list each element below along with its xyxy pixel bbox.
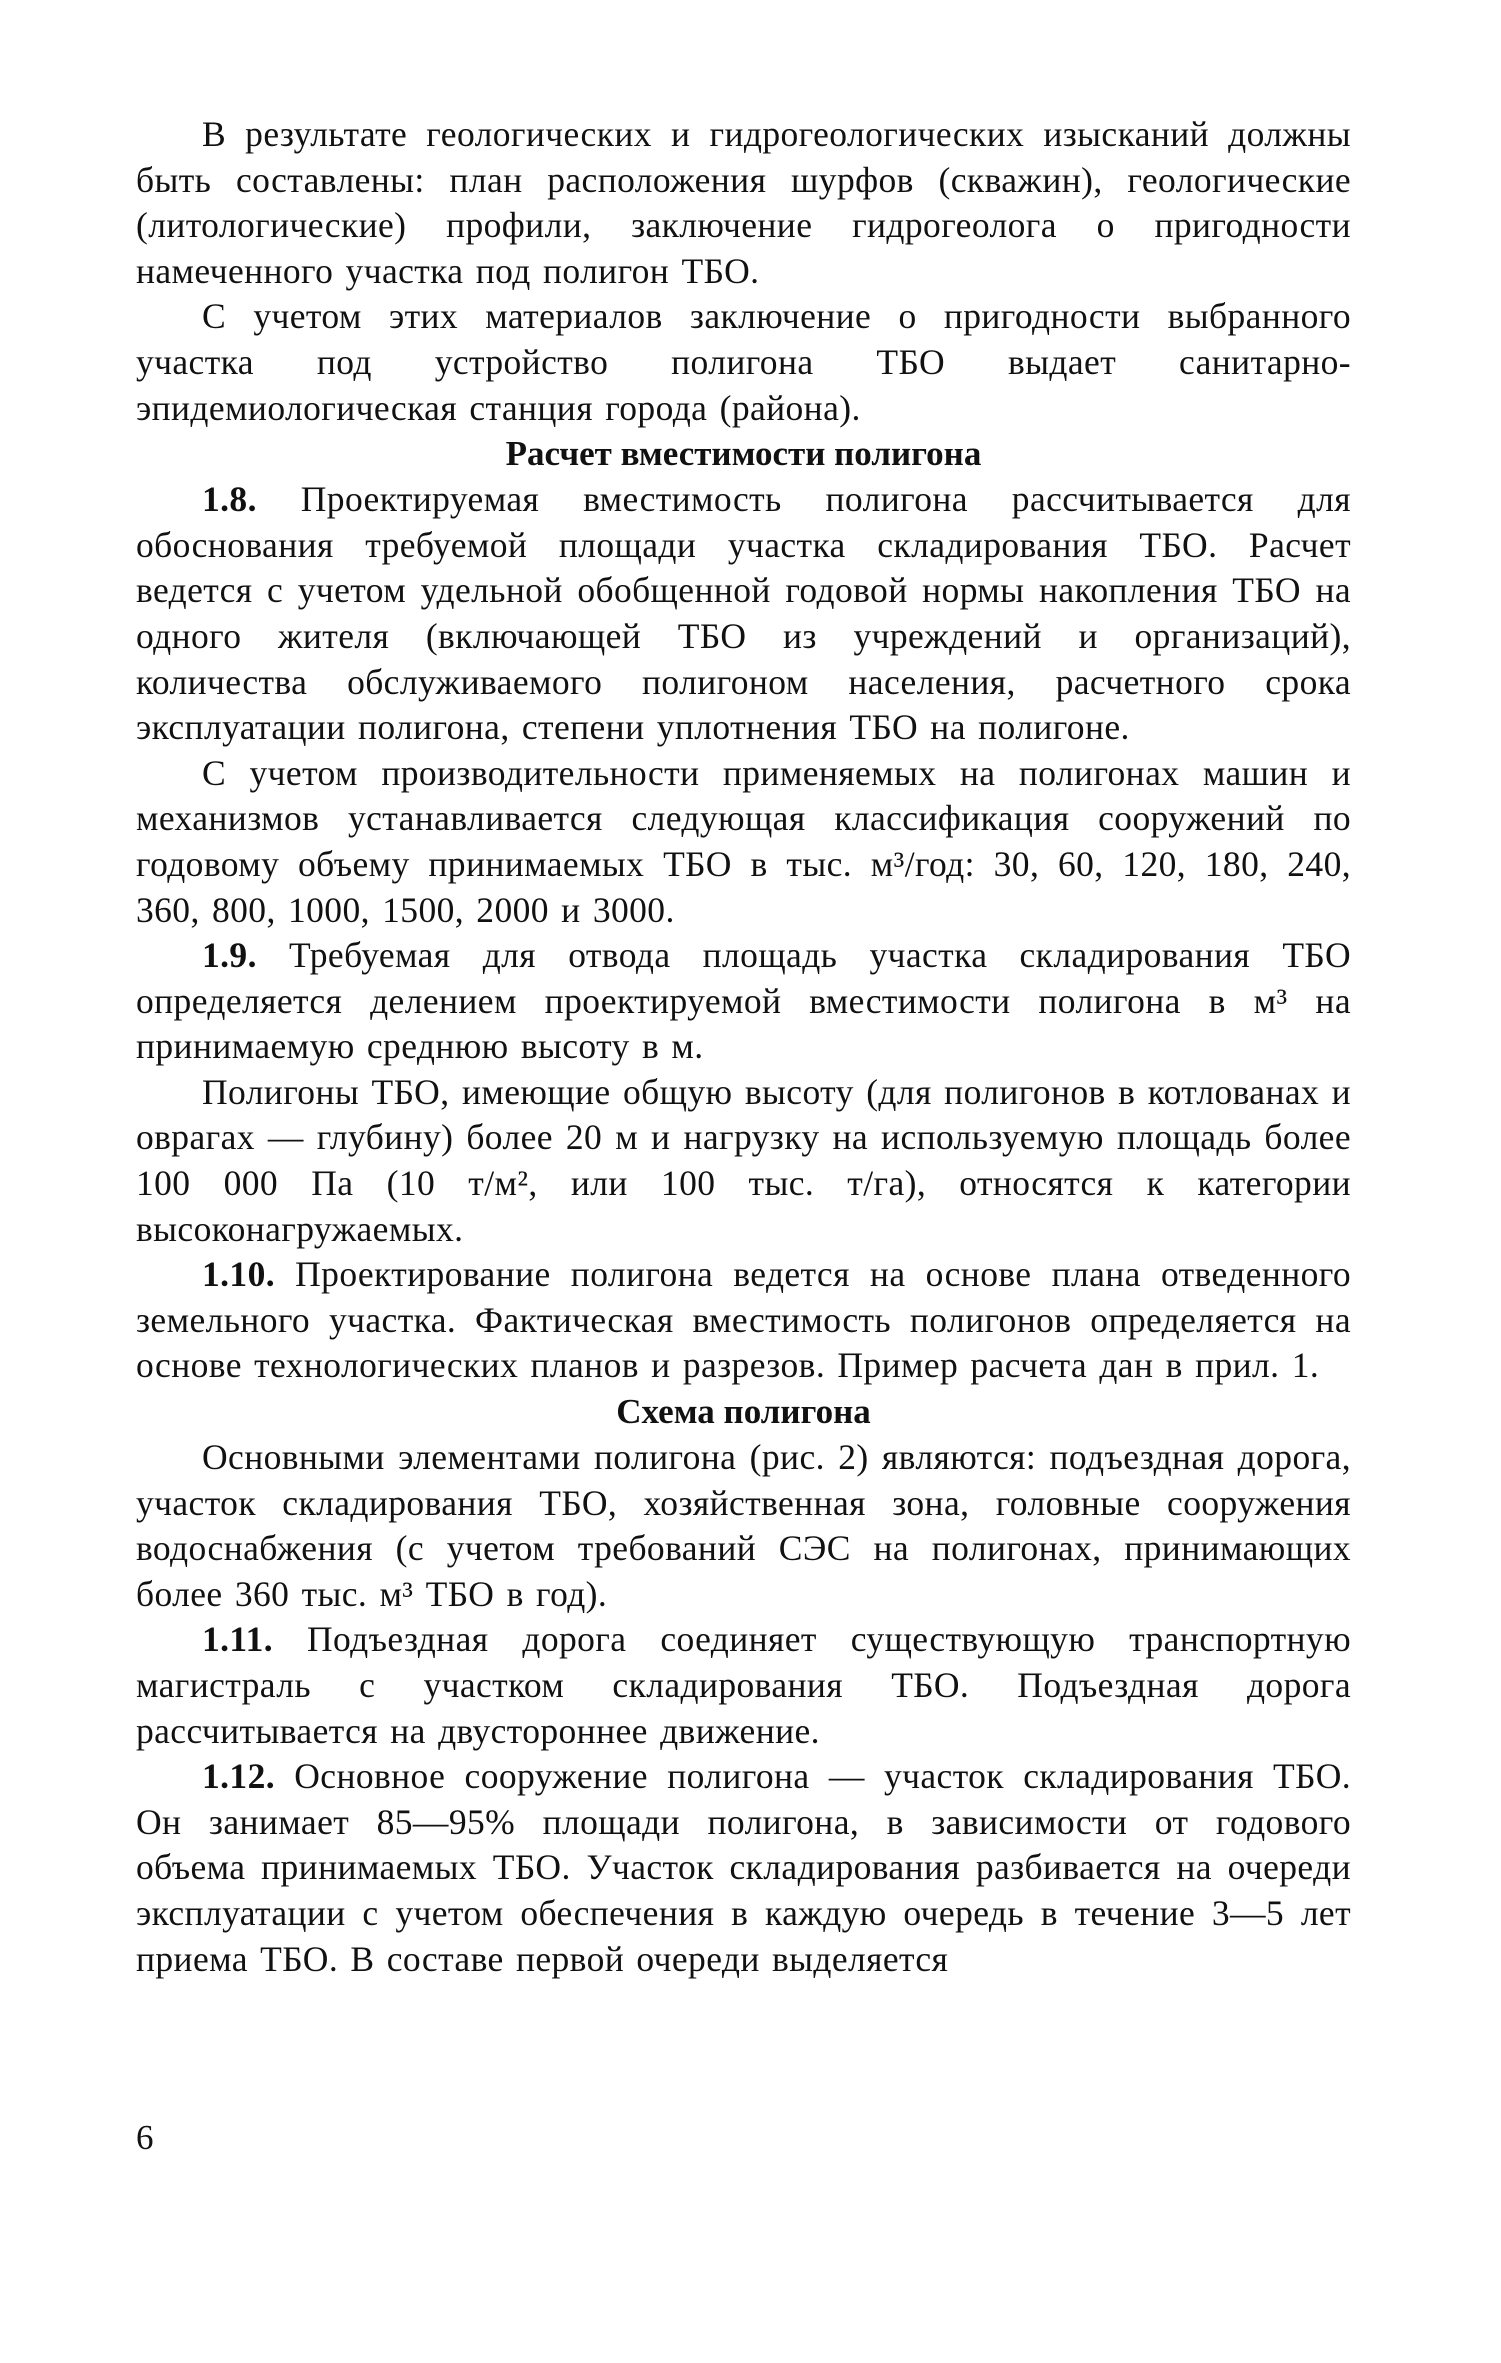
clause-number: 1.11.	[202, 1619, 274, 1660]
clause-1-8	[136, 477, 1351, 751]
paragraph-sanitary-conclusion: С учетом этих материалов заключение о пригодности выбранного участка под устройство полигона ТБО выдает санитарно-эпидемиологическая станция города (района).	[136, 296, 1351, 428]
clause-number: 1.10.	[202, 1254, 275, 1295]
paragraph-main-elements: Основными элементами полигона (рис. 2) являются: подъездная дорога, участок складирования ТБО, хозяйственная зона, головные сооружения водоснабжения (с учетом требований СЭС на полигонах, принимающих более 360 тыс. м³ ТБО в год).	[136, 1437, 1351, 1614]
clause-number: 1.8.	[202, 479, 257, 520]
clause-1-11	[136, 1617, 1351, 1754]
heading-landfill-scheme: Схема полигона	[616, 1392, 871, 1432]
clause-number: 1.9.	[202, 935, 257, 976]
paragraph-high-load: Полигоны ТБО, имеющие общую высоту (для полигонов в котлованах и оврагах — глубину) более 20 м и нагрузку на используемую площадь более 100 000 Па (10 т/м², или 100 тыс. т/га), относятся к категории высоконагружаемых.	[136, 1071, 1351, 1249]
clause-1-9	[136, 933, 1351, 1070]
clause-number: 1.12.	[202, 1756, 275, 1797]
paragraph-survey-results: В результате геологических и гидрогеологических изысканий должны быть составлены: план расположения шурфов (скважин), геологические (литологические) профили, заключение гидрогеолога о пригодности намеченного участка под полигон ТБО.	[136, 114, 1351, 291]
clause-text: Требуемая для отвода площадь участка складирования ТБО определяется делением проектируемой вместимости полигона в м³ на принимаемую среднюю высоту в м.	[136, 935, 1351, 1067]
page-number: 6	[136, 2118, 154, 2157]
heading-capacity-calculation: Расчет вместимости полигона	[505, 434, 982, 474]
clause-text: Проектируемая вместимость полигона рассчитывается для обоснования требуемой площади участка складирования ТБО. Расчет ведется с учетом удельной обобщенной годовой нормы накопления ТБО на одного жителя (включающей ТБО из учреждений и организаций), количества обслуживаемого полигоном населения, расчетного срока эксплуатации полигона, степени уплотнения ТБО на полигоне.	[136, 479, 1351, 748]
paragraph-classification: С учетом производительности применяемых на полигонах машин и механизмов устанавливается следующая классификация сооружений по годовому объему принимаемых ТБО в тыс. м³/год: 30, 60, 120, 180, 240, 360, 800, 1000, 1500, 2000 и 3000.	[136, 752, 1351, 930]
clause-1-12	[136, 1754, 1351, 1982]
clause-text: Подъездная дорога соединяет существующую транспортную магистраль с участком складирования ТБО. Подъездная дорога рассчитывается на двустороннее движение.	[136, 1619, 1351, 1751]
clause-1-10	[136, 1252, 1351, 1389]
clause-text: Основное сооружение полигона — участок складирования ТБО. Он занимает 85—95% площади полигона, в зависимости от годового объема принимаемых ТБО. Участок складирования разбивается на очереди эксплуатации с учетом обеспечения в каждую очередь в течение 3—5 лет приема ТБО. В составе первой очереди выделяется	[136, 1756, 1351, 1979]
document-page	[136, 112, 1351, 1982]
clause-text: Проектирование полигона ведется на основе плана отведенного земельного участка. Фактическая вместимость полигонов определяется на основе технологических планов и разрезов. Пример расчета дан в прил. 1.	[136, 1254, 1351, 1386]
